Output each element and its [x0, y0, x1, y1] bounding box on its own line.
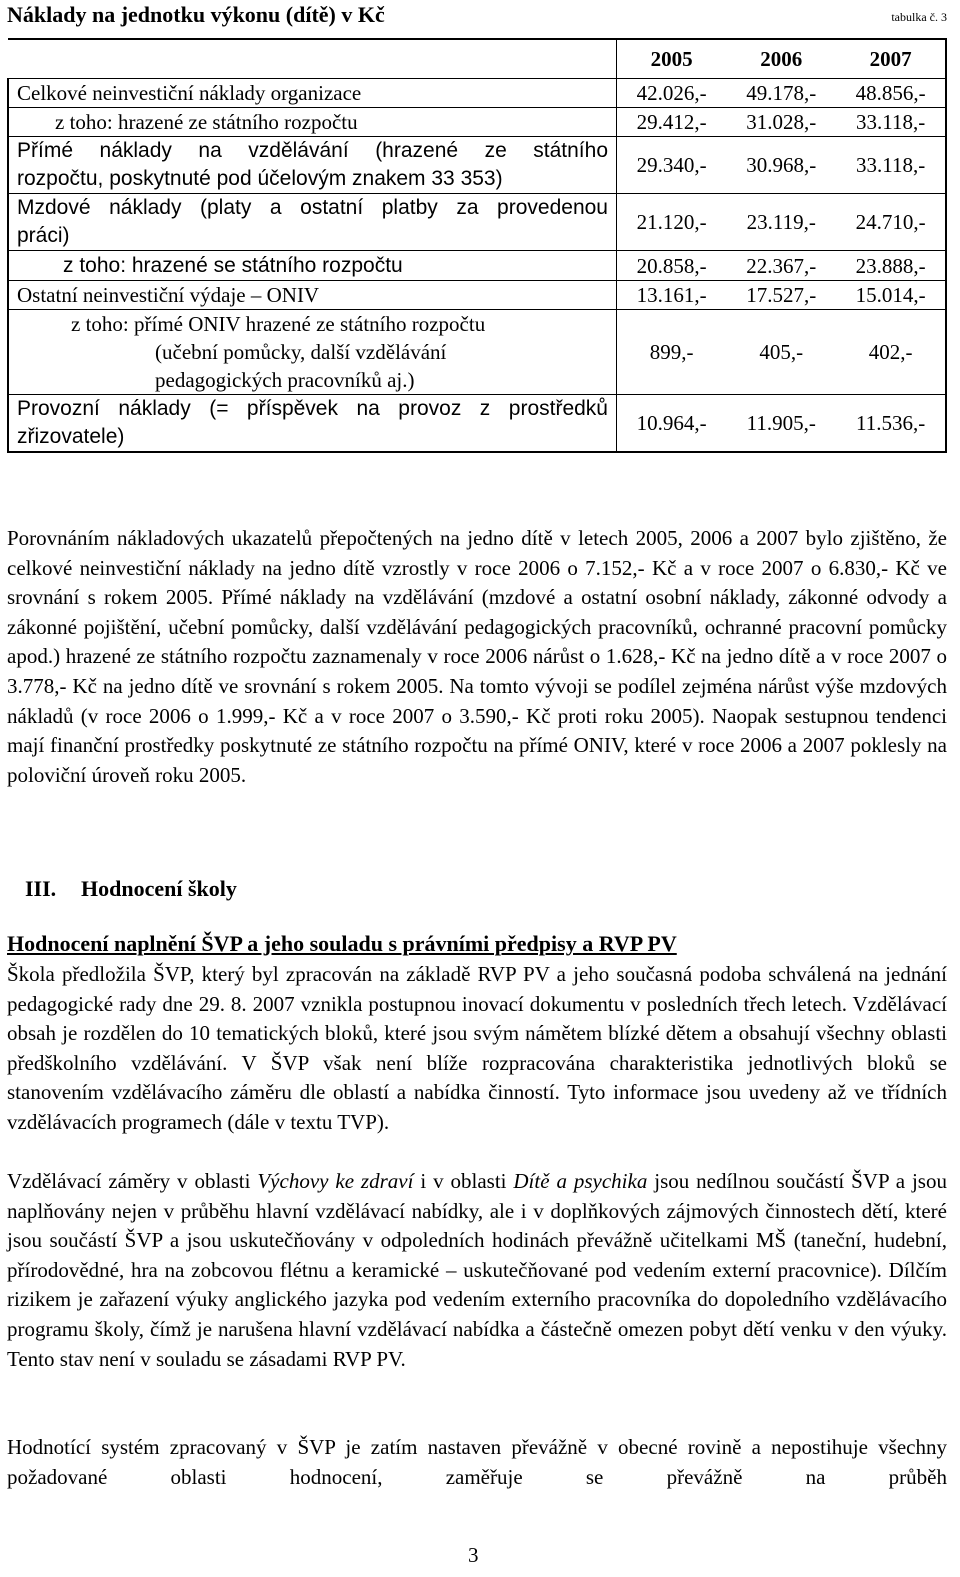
row-label: [8, 310, 617, 395]
section-number: III.: [25, 876, 57, 901]
table-row: [8, 79, 946, 108]
row-label-line: Mzdové náklady (platy a ostatní platby za provedenou: [17, 196, 608, 219]
text-run-italic: Dítě a psychika: [513, 1169, 648, 1193]
page-number: 3: [468, 1543, 479, 1567]
cell-value: 23.119,-: [726, 194, 836, 251]
row-label-line: práci): [17, 224, 70, 247]
cell-value: 402,-: [836, 310, 946, 395]
row-label-line: (učební pomůcky, další vzdělávání: [155, 340, 447, 364]
text-run: i v oblasti: [413, 1169, 514, 1193]
row-label-line: pedagogických pracovníků aj.): [155, 368, 415, 392]
cell-value: 23.888,-: [836, 251, 946, 281]
cell-value: 21.120,-: [617, 194, 727, 251]
year-header: 2007: [836, 39, 946, 79]
table-row: [8, 108, 946, 137]
cell-value: 13.161,-: [617, 281, 727, 310]
row-label: [8, 251, 617, 281]
subsection-heading: Hodnocení naplnění ŠVP a jeho souladu s právními předpisy a RVP PV: [7, 931, 677, 956]
cell-value: 10.964,-: [617, 395, 727, 453]
year-header: 2006: [726, 39, 836, 79]
row-label: [8, 395, 617, 453]
paragraph-cost-analysis: Porovnáním nákladových ukazatelů přepočtených na jedno dítě v letech 2005, 2006 a 2007 bylo zjištěno, že celkové neinvestiční náklady na jedno dítě vzrostly v roce 2006 o 7.152,- Kč a v roce 2007 o 6.830,- Kč ve srovnání s rokem 2005. Přímé náklady na vzdělávání (mzdové a ostatní osobní náklady, zákonné odvody a zákonné pojištění, učební pomůcky, další vzdělávání pedagogických pracovníků, ochranné pracovní pomůcky apod.) hrazené ze státního rozpočtu zaznamenaly v roce 2006 nárůst o 1.628,- Kč na jedno dítě a v roce 2007 o 3.778,- Kč na jedno dítě ve srovnání s rokem 2005. Na tomto vývoji se podílel zejména nárůst výše mzdových nákladů (v roce 2006 o 1.999,- Kč a v roce 2007 o 3.590,- Kč proti roku 2005). Naopak sestupnou tendenci mají finanční prostředky poskytnuté ze státního rozpočtu na přímé ONIV, které v roce 2006 a 2007 poklesly na poloviční úroveň roku 2005.: [7, 526, 947, 787]
section-title: Hodnocení školy: [81, 876, 237, 901]
cell-value: 899,-: [617, 310, 727, 395]
cell-value: 29.340,-: [617, 137, 727, 194]
text-run-italic: Výchovy ke zdraví: [257, 1169, 414, 1193]
cell-value: 30.968,-: [726, 137, 836, 194]
cell-value: 24.710,-: [836, 194, 946, 251]
cell-value: 49.178,-: [726, 79, 836, 108]
text-run: jsou nedílnou součástí ŠVP a jsou naplňovány nejen v průběhu hlavní vzdělávací nabídky, ale i v doplňkových zájmových činnostech dětí, které jsou součástí ŠVP a jsou uskutečňovány v odpoledních hodinách převážně učitelkami MŠ (taneční, hudební, přírodovědné, hra na zobcovou flétnu a keramické – uskutečňované pod vedením externí pracovnice). Dílčím rizikem je zařazení výuky anglického jazyka pod vedením externího pracovníka do dopoledního vzdělávacího programu školy, čímž je narušena hlavní vzdělávací nabídka a částečně omezen pobyt dětí venku v den výuky. Tento stav není v souladu se zásadami RVP PV.: [7, 1169, 947, 1371]
row-label: Ostatní neinvestiční výdaje – ONIV: [8, 281, 617, 310]
table-row: [8, 395, 946, 453]
cell-value: 33.118,-: [836, 108, 946, 137]
paragraph-goals: [7, 1167, 947, 1374]
row-label: [8, 137, 617, 194]
row-label-line: rozpočtu, poskytnuté pod účelovým znakem 33 353): [17, 167, 503, 190]
table-row: [8, 281, 946, 310]
cell-value: 11.536,-: [836, 395, 946, 453]
table-row: [8, 310, 946, 395]
cost-table: [7, 38, 947, 453]
row-label: [8, 194, 617, 251]
table-row: [8, 194, 946, 251]
cell-value: 48.856,-: [836, 79, 946, 108]
cell-value: 31.028,-: [726, 108, 836, 137]
row-label-text: z toho: hrazené se státního rozpočtu: [63, 254, 403, 277]
text-run: Vzdělávací záměry v oblasti: [7, 1169, 258, 1193]
row-label-line: z toho: přímé ONIV hrazené ze státního rozpočtu: [71, 312, 486, 336]
table-header-row: [8, 39, 946, 79]
row-label-line: Provozní náklady (= příspěvek na provoz z prostředků: [17, 397, 608, 420]
section-heading: [25, 876, 237, 902]
cell-value: 22.367,-: [726, 251, 836, 281]
cell-value: 29.412,-: [617, 108, 727, 137]
cell-value: 33.118,-: [836, 137, 946, 194]
table-row: [8, 137, 946, 194]
document-title: Náklady na jednotku výkonu (dítě) v Kč: [7, 2, 385, 27]
cell-value: 20.858,-: [617, 251, 727, 281]
table-number: tabulka č. 3: [891, 10, 947, 24]
cell-value: 15.014,-: [836, 281, 946, 310]
table-row: [8, 251, 946, 281]
row-label-line: Přímé náklady na vzdělávání (hrazené ze státního: [17, 139, 608, 162]
row-label-line: zřizovatele): [17, 425, 125, 448]
cell-value: 405,-: [726, 310, 836, 395]
paragraph-evaluation: Hodnotící systém zpracovaný v ŠVP je zatím nastaven převážně v obecné rovině a nepostihuje všechny požadované oblasti hodnocení, zaměřuje se převážně na průběh: [7, 1435, 947, 1489]
header-empty-cell: [8, 39, 617, 79]
row-label: z toho: hrazené ze státního rozpočtu: [8, 108, 617, 137]
cell-value: 42.026,-: [617, 79, 727, 108]
row-label: Celkové neinvestiční náklady organizace: [8, 79, 617, 108]
cell-value: 17.527,-: [726, 281, 836, 310]
cell-value: 11.905,-: [726, 395, 836, 453]
paragraph-svp: Škola předložila ŠVP, který byl zpracován na základě RVP PV a jeho současná podoba schválená na jednání pedagogické rady dne 29. 8. 2007 vznikla postupnou inovací dokumentu v posledních třech letech. Vzdělávací obsah je rozdělen do 10 tematických bloků, které jsou svým námětem blízké dětem a obsahují všechny oblasti předškolního vzdělávání. V ŠVP však není blíže rozpracována charakteristika jednotlivých bloků se stanovením vzdělávacího záměru dle oblastí a nabídka činností. Tyto informace jsou uvedeny až ve třídních vzdělávacích programech (dále v textu TVP).: [7, 962, 947, 1134]
year-header: 2005: [617, 39, 727, 79]
